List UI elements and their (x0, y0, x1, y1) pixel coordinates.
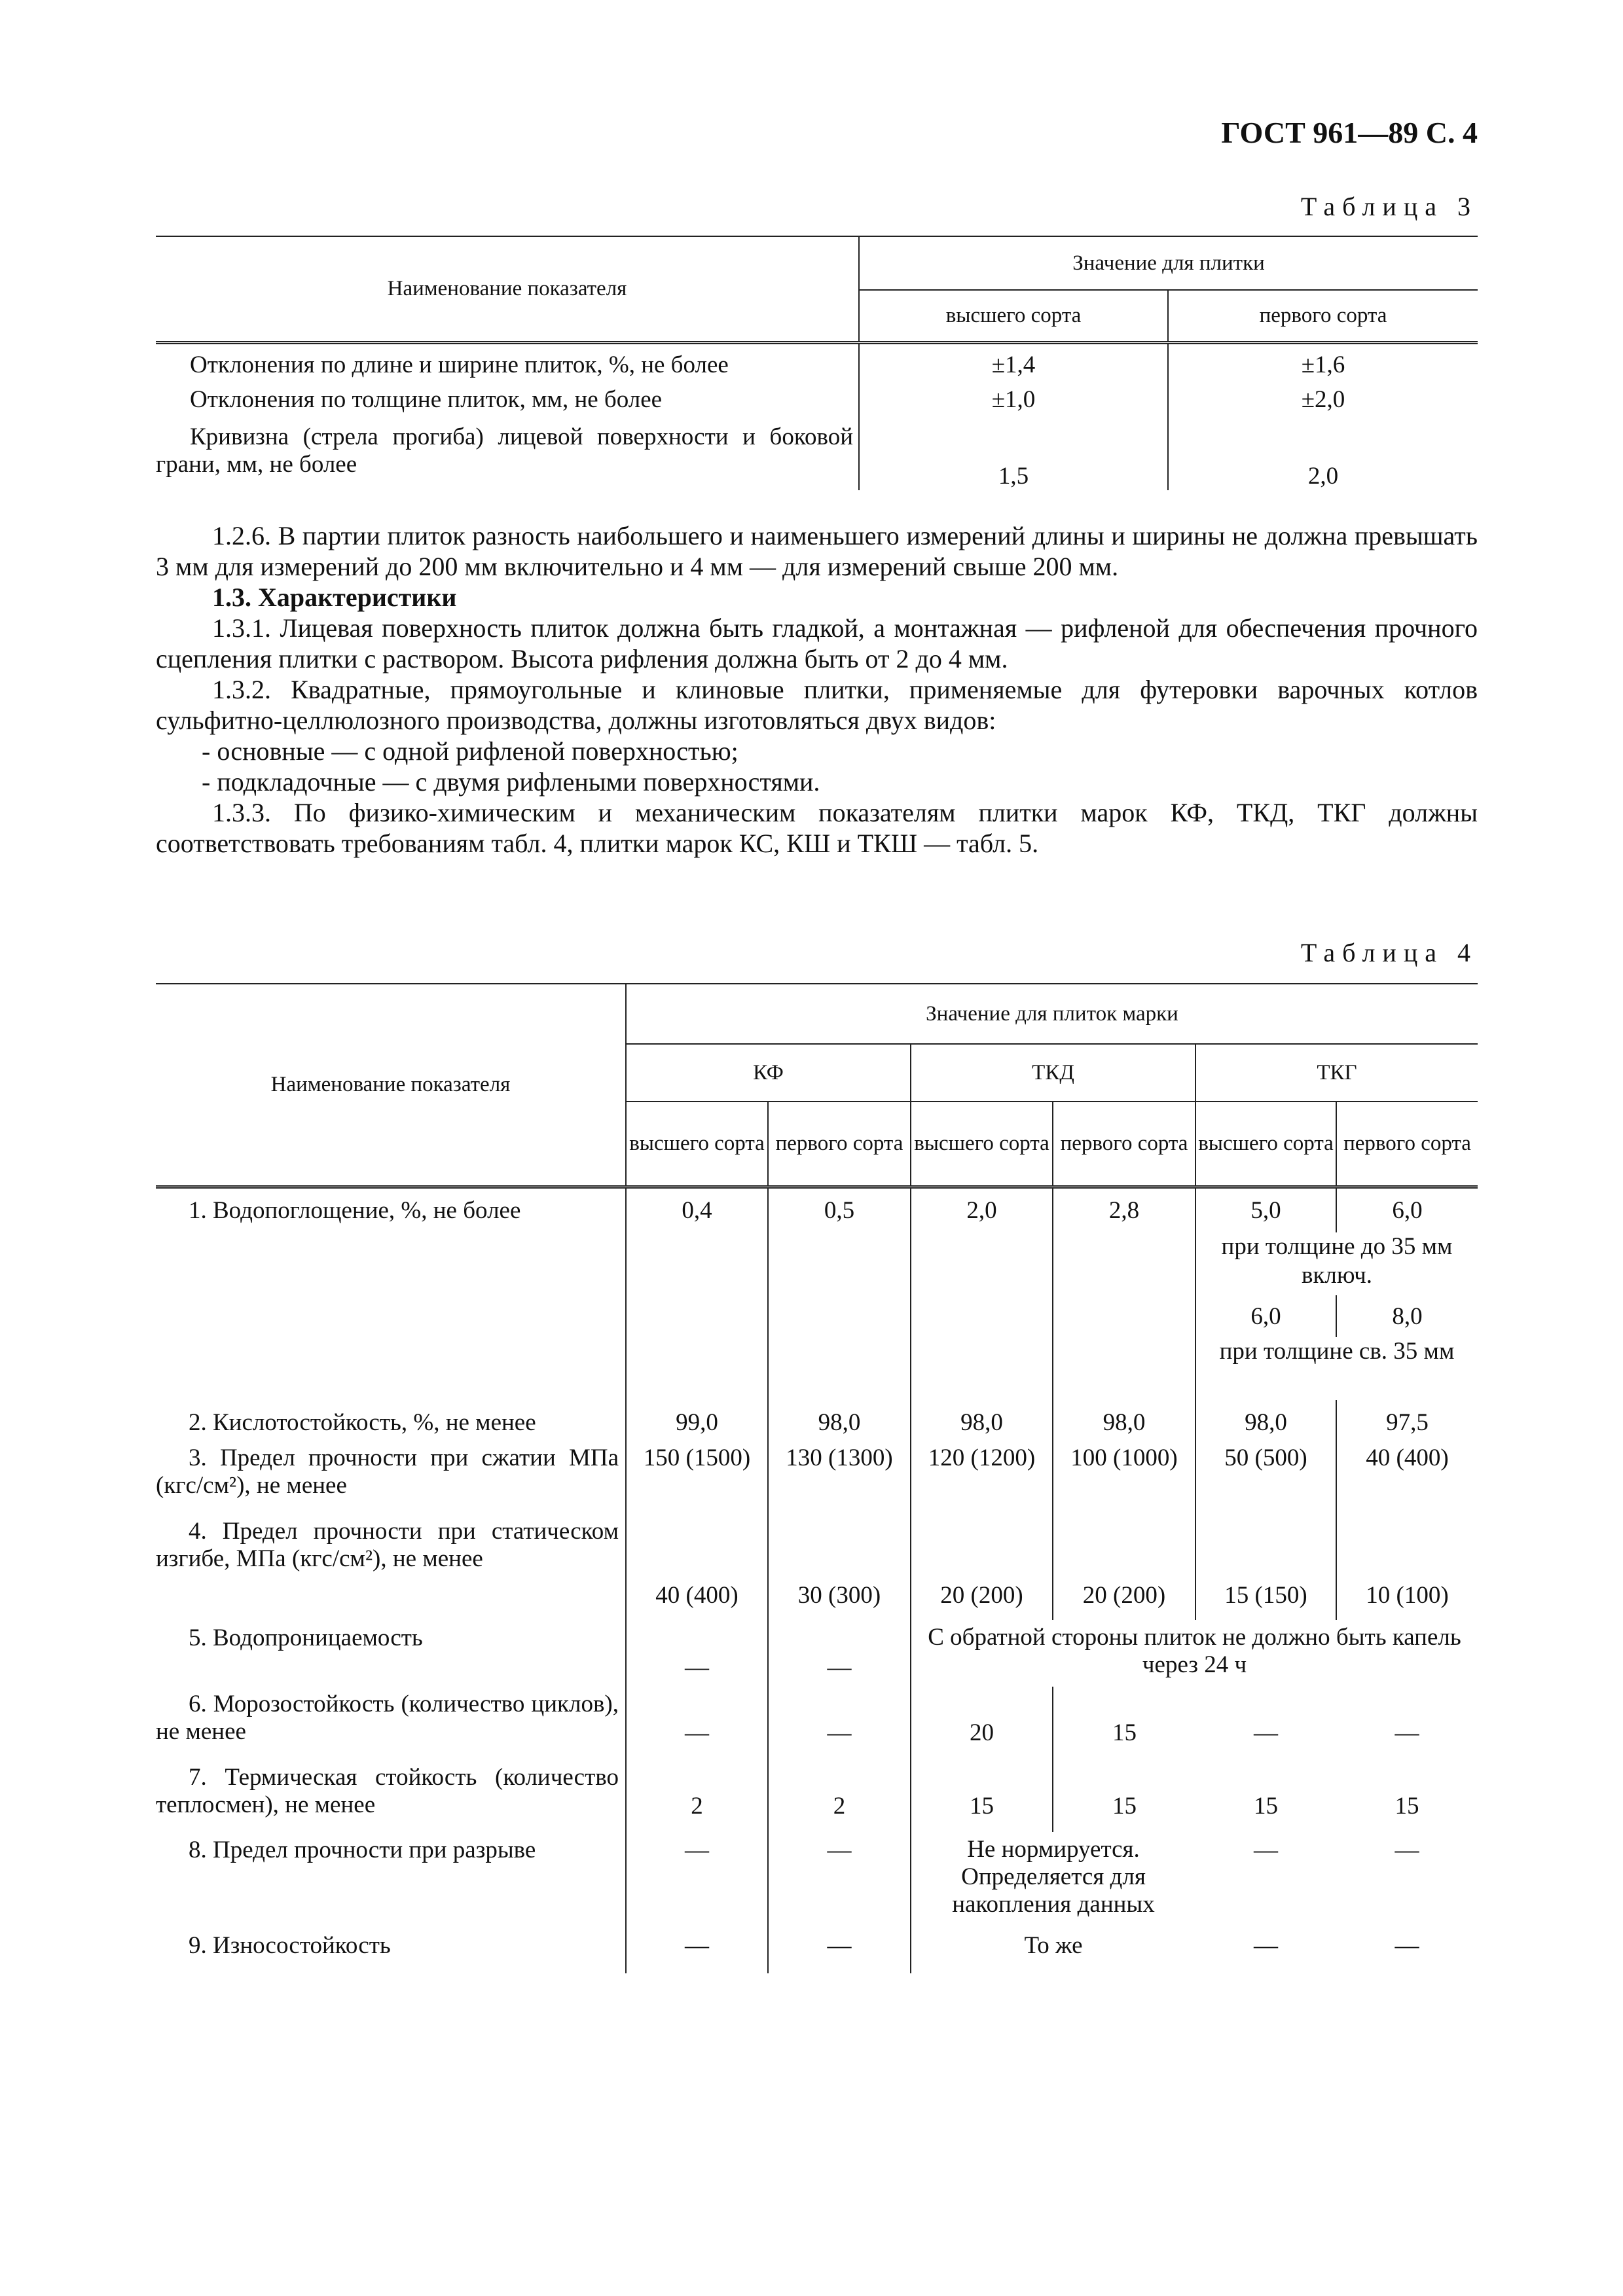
table-row: Кривизна (стрела прогиба) лицевой поверхности и боковой грани, мм, не более 1,5 2,0 (156, 423, 1478, 490)
waterproof-note: С обратной стороны плиток не должно быть капель через 24 ч (911, 1620, 1478, 1687)
table-row: 1. Водопоглощение, %, не более 0,4 0,5 2,0 2,8 5,0 6,0 (156, 1187, 1478, 1232)
paragraph-1-3-1: 1.3.1. Лицевая поверхность плиток должна быть гладкой, а монтажная — рифленой для обеспечения прочного сцепления плитки с раствором. Высота рифления должна быть от 2 до 4 мм. (156, 613, 1478, 673)
tensile-note: Не нормируется. Определяется для накопления данных (911, 1832, 1195, 1930)
table-row: 6. Морозостойкость (количество циклов), не менее — — 20 15 — — (156, 1687, 1478, 1761)
table4-col-group: Значение для плиток марки (626, 984, 1478, 1044)
paragraph-1-2-6: 1.2.6. В партии плиток разность наибольшего и наименьшего измерений длины и ширины не должна превышать 3 мм для измерений до 200 мм включительно и 4 мм — для измерений свыше 200 мм. (156, 521, 1478, 581)
section-heading: 1.3. Характеристики (212, 583, 457, 612)
table-row: 9. Износостойкость — — То же — — (156, 1930, 1478, 1973)
body-text (156, 520, 1478, 859)
table3-col-name: Наименование показателя (156, 236, 859, 342)
mark-tkd: ТКД (911, 1044, 1195, 1102)
thickness-note: при толщине до 35 мм включ. (1195, 1232, 1478, 1295)
same-note: То же (911, 1930, 1195, 1973)
list-item: - подкладочные — с двумя рифлеными поверхностями. (202, 767, 820, 797)
mark-kf: КФ (626, 1044, 911, 1102)
paragraph-1-3-3: 1.3.3. По физико-химическим и механическим показателям плитки марок КФ, ТКД, ТКГ должны соответствовать требованиям табл. 4, плитки марок КС, КШ и ТКШ — табл. 5. (156, 798, 1478, 858)
table-row: Отклонения по длине и ширине плиток, %, не более ±1,4 ±1,6 (156, 342, 1478, 386)
paragraph-1-3-2: 1.3.2. Квадратные, прямоугольные и клиновые плитки, применяемые для футеровки варочных котлов сульфитно-целлюлозного производства, должны изготовляться двух видов: (156, 675, 1478, 735)
table-row: 3. Предел прочности при сжатии МПа (кгс/см²), не менее 150 (1500) 130 (1300) 120 (1200) 100 (1000) 50 (500) 40 (400) (156, 1444, 1478, 1518)
page-header: ГОСТ 961—89 С. 4 (1221, 116, 1478, 149)
table-row: 2. Кислотостойкость, %, не менее 99,0 98,0 98,0 98,0 98,0 97,5 (156, 1400, 1478, 1444)
table-row: 5. Водопроницаемость — — С обратной стороны плиток не должно быть капель через 24 ч (156, 1620, 1478, 1687)
list-item: - основные — с одной рифленой поверхностью; (202, 736, 739, 766)
table4-col-name: Наименование показателя (156, 984, 626, 1187)
table-row: 4. Предел прочности при статическом изгибе, МПа (кгс/см²), не менее 40 (400) 30 (300) 20 (200) 20 (200) 15 (150) 10 (100) (156, 1518, 1478, 1620)
table3 (156, 236, 1478, 490)
table3-col-group: Значение для плитки (859, 236, 1478, 290)
table-row: Отклонения по толщине плиток, мм, не более ±1,0 ±2,0 (156, 386, 1478, 423)
table3-caption: Таблица 3 (1300, 192, 1478, 221)
thickness-note: при толщине св. 35 мм (1195, 1337, 1478, 1400)
table-row: 8. Предел прочности при разрыве — — Не нормируется. Определяется для накопления данных — — (156, 1832, 1478, 1930)
table3-col-b: первого сорта (1168, 290, 1478, 342)
table4-caption: Таблица 4 (1300, 938, 1478, 967)
table-row: 7. Термическая стойкость (количество теплосмен), не менее 2 2 15 15 15 15 (156, 1761, 1478, 1832)
table4: Наименование показателя Значение для плиток марки КФ ТКД ТКГ высшего сорта первого сорта высшего сорта первого сорта высшего сорта первого сорта 1. Водопоглощение, %, не более 0,4 0,5 2,0 2,8 5,0 6,0 при толщине до 35 мм включ. 6,0 8,0 при толщине св. 35 мм 2. Кислотостойкость, %, не менее 99,0 98,0 98,0 98,0 98,0 97,5 3. Предел прочности при сжатии МПа (кгс/см²), не менее 150 (1500) 130 (1300) 120 (1200) 100 (1000) 50 (500) 40 (400) 4. Предел прочности при статическом изгибе, МПа (кгс/см²), не менее 40 (400) 30 (300) 20 (200) 20 (200) 15 (150) 10 (100) 5. Водопроницаемость — — С обратной стороны плиток не должно быть капель через 24 ч 6. Морозостойкость (количество циклов), не менее — — 20 15 — — 7. Термическая стойкость (количество теплосмен), не менее 2 2 15 15 15 15 8. Предел прочности при разрыве — — Не нормируется. Определяется для накопления данных — — 9. Износостойкость — — То же — — (156, 983, 1478, 1973)
table3-col-a: высшего сорта (859, 290, 1168, 342)
mark-tkg: ТКГ (1195, 1044, 1478, 1102)
